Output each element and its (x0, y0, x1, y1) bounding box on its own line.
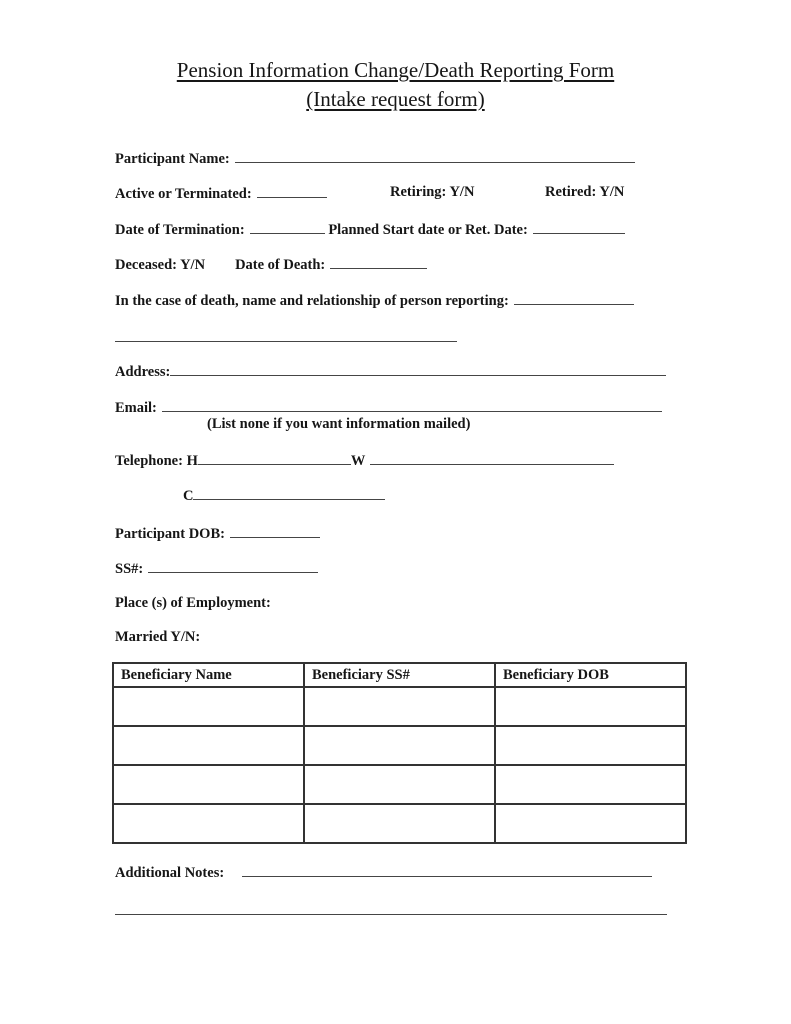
email-note: (List none if you want information mailed) (207, 416, 471, 432)
row-married (115, 628, 681, 647)
active-or-terminated-label: Active or Terminated: (115, 186, 252, 202)
date-of-death-field[interactable] (330, 254, 427, 269)
date-of-termination-label: Date of Termination: (115, 222, 245, 238)
beneficiary-row (113, 726, 686, 765)
beneficiary-cell-ssn[interactable] (304, 765, 495, 804)
telephone-cell-field[interactable] (193, 485, 385, 500)
telephone-work-label: W (350, 453, 366, 469)
row-termination (115, 219, 681, 240)
participant-dob-field[interactable] (230, 523, 320, 538)
beneficiary-header-ssn: Beneficiary SS# (304, 663, 495, 687)
row-employment (115, 594, 681, 613)
form-title (0, 56, 791, 114)
row-status (115, 183, 681, 204)
row-death-reporting-line2 (115, 327, 681, 345)
beneficiary-cell-ssn[interactable] (304, 804, 495, 843)
beneficiary-row (113, 687, 686, 726)
telephone-home-label: Telephone: H (115, 453, 198, 469)
telephone-work-field[interactable] (370, 450, 614, 465)
row-telephone (115, 450, 681, 471)
row-additional-notes-line2 (115, 900, 681, 918)
row-additional-notes (115, 862, 681, 883)
beneficiary-cell-name[interactable] (113, 726, 304, 765)
additional-notes-field[interactable] (242, 862, 652, 877)
telephone-home-field[interactable] (198, 450, 351, 465)
beneficiary-header-name: Beneficiary Name (113, 663, 304, 687)
ssn-label: SS#: (115, 561, 144, 577)
planned-start-field[interactable] (533, 219, 625, 234)
deceased-label: Deceased: Y/N (115, 257, 206, 273)
beneficiary-cell-name[interactable] (113, 765, 304, 804)
beneficiary-row (113, 765, 686, 804)
row-address (115, 361, 681, 382)
beneficiary-cell-dob[interactable] (495, 765, 686, 804)
row-email-note (115, 415, 681, 434)
beneficiary-header-row (113, 663, 686, 687)
row-participant-dob (115, 523, 681, 544)
row-deceased (115, 254, 681, 275)
death-reporting-field-line2[interactable] (115, 327, 457, 342)
address-field[interactable] (170, 361, 666, 376)
row-participant-name (115, 148, 681, 169)
date-of-death-label: Date of Death: (235, 257, 326, 273)
retiring-label: Retiring: Y/N (390, 184, 475, 200)
beneficiary-row (113, 804, 686, 843)
participant-name-field[interactable] (235, 148, 635, 163)
additional-notes-field-line2[interactable] (115, 900, 667, 915)
address-label: Address: (115, 364, 171, 380)
beneficiary-cell-dob[interactable] (495, 804, 686, 843)
death-reporting-label: In the case of death, name and relationship of person reporting: (115, 293, 509, 309)
beneficiary-cell-dob[interactable] (495, 726, 686, 765)
row-telephone-cell (115, 485, 681, 506)
telephone-cell-label: C (183, 488, 194, 504)
beneficiary-cell-dob[interactable] (495, 687, 686, 726)
additional-notes-label: Additional Notes: (115, 865, 225, 881)
email-label: Email: (115, 400, 157, 416)
beneficiary-cell-name[interactable] (113, 804, 304, 843)
form-title-line1: Pension Information Change/Death Reporting Form (176, 58, 615, 82)
retired-label: Retired: Y/N (545, 184, 625, 200)
beneficiary-cell-ssn[interactable] (304, 726, 495, 765)
death-reporting-field[interactable] (514, 290, 634, 305)
beneficiary-table (112, 662, 687, 844)
participant-dob-label: Participant DOB: (115, 526, 225, 542)
participant-name-label: Participant Name: (115, 151, 230, 167)
form-title-line2: (Intake request form) (306, 87, 485, 111)
beneficiary-cell-name[interactable] (113, 687, 304, 726)
employment-label: Place (s) of Employment: (115, 595, 271, 611)
row-ssn (115, 558, 681, 579)
beneficiary-header-dob: Beneficiary DOB (495, 663, 686, 687)
row-death-reporting (115, 290, 681, 311)
active-or-terminated-field[interactable] (257, 183, 327, 198)
married-label: Married Y/N: (115, 629, 201, 645)
planned-start-label: Planned Start date or Ret. Date: (328, 222, 528, 238)
ssn-field[interactable] (148, 558, 318, 573)
email-field[interactable] (162, 397, 662, 412)
beneficiary-cell-ssn[interactable] (304, 687, 495, 726)
date-of-termination-field[interactable] (250, 219, 325, 234)
